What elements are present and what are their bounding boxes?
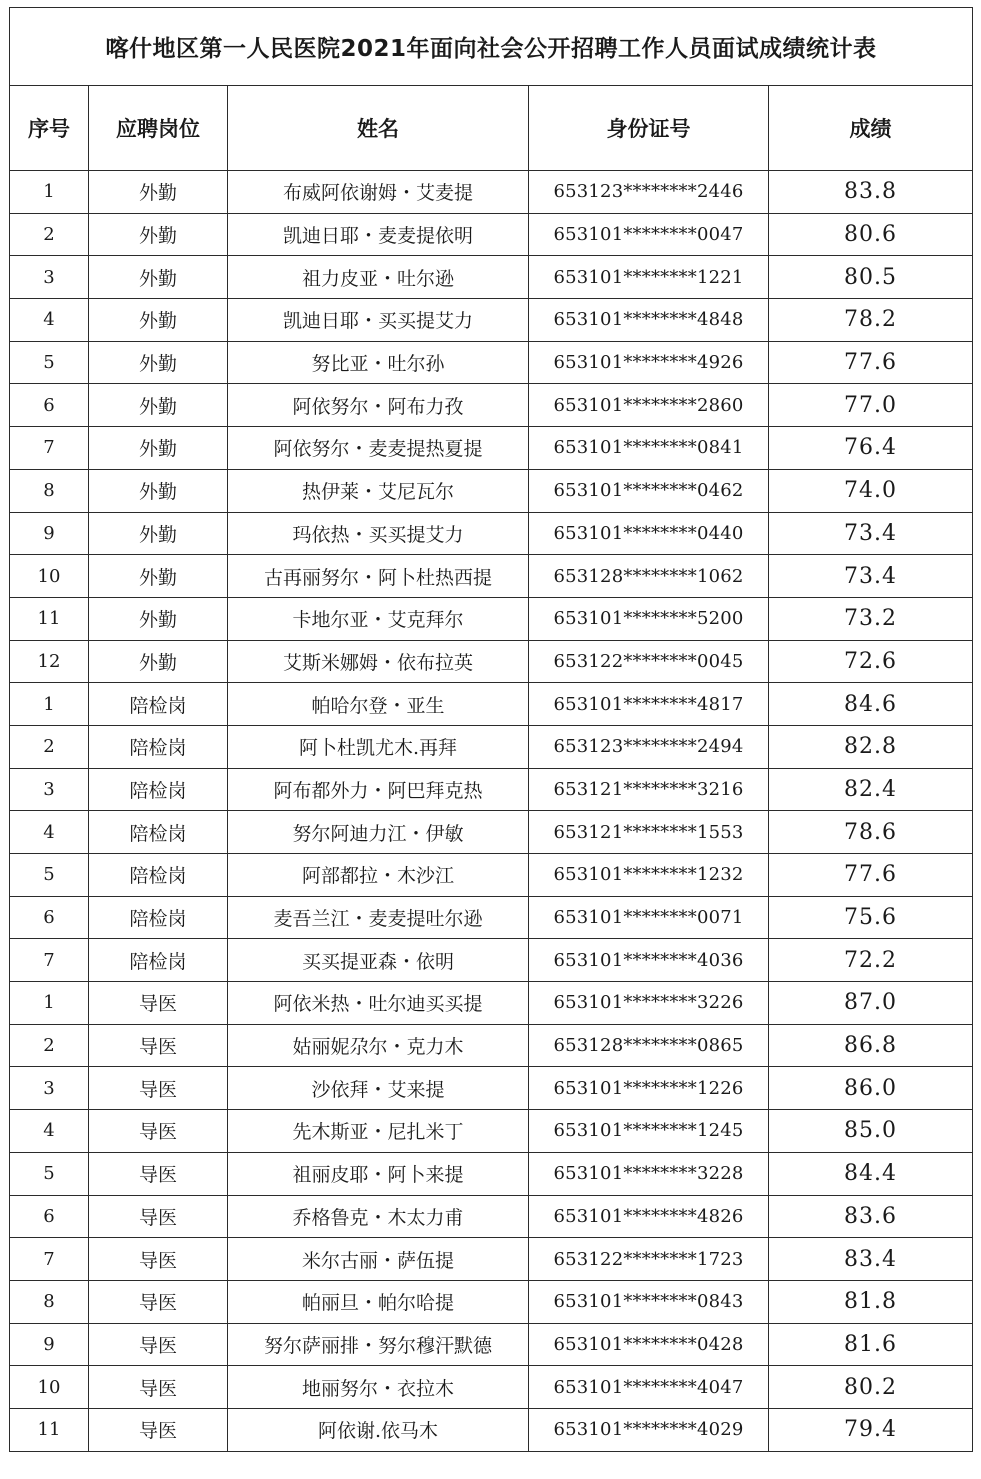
score-cell: 77.6 bbox=[769, 854, 973, 897]
seq-cell: 6 bbox=[10, 896, 89, 939]
name-cell: 买买提亚森・依明 bbox=[228, 939, 529, 982]
table-row bbox=[10, 640, 973, 683]
table-row bbox=[10, 341, 973, 384]
position-cell: 导医 bbox=[89, 1024, 228, 1067]
score-cell: 77.0 bbox=[769, 384, 973, 427]
score-cell: 76.4 bbox=[769, 427, 973, 470]
table-row bbox=[10, 299, 973, 342]
position-cell: 陪检岗 bbox=[89, 939, 228, 982]
name-cell: 凯迪日耶・买买提艾力 bbox=[228, 299, 529, 342]
id-number-cell: 653101********0462 bbox=[529, 469, 769, 512]
id-number-cell: 653128********0865 bbox=[529, 1024, 769, 1067]
id-number-cell: 653121********1553 bbox=[529, 811, 769, 854]
id-number-cell: 653101********4926 bbox=[529, 341, 769, 384]
score-cell: 80.2 bbox=[769, 1366, 973, 1409]
id-number-cell: 653101********0071 bbox=[529, 896, 769, 939]
id-number-cell: 653121********3216 bbox=[529, 768, 769, 811]
id-number-cell: 653101********1226 bbox=[529, 1067, 769, 1110]
seq-cell: 11 bbox=[10, 597, 89, 640]
table-row bbox=[10, 811, 973, 854]
position-cell: 外勤 bbox=[89, 256, 228, 299]
score-cell: 87.0 bbox=[769, 982, 973, 1025]
id-number-cell: 653101********4848 bbox=[529, 299, 769, 342]
position-cell: 陪检岗 bbox=[89, 683, 228, 726]
seq-cell: 3 bbox=[10, 1067, 89, 1110]
table-row bbox=[10, 171, 973, 214]
interview-score-table bbox=[9, 7, 973, 1452]
name-cell: 卡地尔亚・艾克拜尔 bbox=[228, 597, 529, 640]
name-cell: 帕哈尔登・亚生 bbox=[228, 683, 529, 726]
name-cell: 努尔萨丽排・努尔穆汗默德 bbox=[228, 1323, 529, 1366]
id-number-cell: 653122********1723 bbox=[529, 1238, 769, 1281]
header-id-number: 身份证号 bbox=[529, 86, 769, 171]
id-number-cell: 653101********4047 bbox=[529, 1366, 769, 1409]
name-cell: 热伊莱・艾尼瓦尔 bbox=[228, 469, 529, 512]
seq-cell: 1 bbox=[10, 982, 89, 1025]
seq-cell: 5 bbox=[10, 1152, 89, 1195]
position-cell: 外勤 bbox=[89, 640, 228, 683]
id-number-cell: 653123********2494 bbox=[529, 725, 769, 768]
header-score: 成绩 bbox=[769, 86, 973, 171]
id-number-cell: 653101********4826 bbox=[529, 1195, 769, 1238]
table-row bbox=[10, 982, 973, 1025]
name-cell: 帕丽旦・帕尔哈提 bbox=[228, 1280, 529, 1323]
table-row bbox=[10, 854, 973, 897]
score-cell: 83.8 bbox=[769, 171, 973, 214]
id-number-cell: 653101********3228 bbox=[529, 1152, 769, 1195]
table-row bbox=[10, 939, 973, 982]
header-position: 应聘岗位 bbox=[89, 86, 228, 171]
seq-cell: 7 bbox=[10, 1238, 89, 1281]
position-cell: 外勤 bbox=[89, 384, 228, 427]
seq-cell: 7 bbox=[10, 939, 89, 982]
name-cell: 祖丽皮耶・阿卜来提 bbox=[228, 1152, 529, 1195]
position-cell: 外勤 bbox=[89, 341, 228, 384]
table-row bbox=[10, 1366, 973, 1409]
position-cell: 陪检岗 bbox=[89, 854, 228, 897]
position-cell: 陪检岗 bbox=[89, 811, 228, 854]
name-cell: 玛依热・买买提艾力 bbox=[228, 512, 529, 555]
seq-cell: 4 bbox=[10, 1110, 89, 1153]
id-number-cell: 653101********0841 bbox=[529, 427, 769, 470]
seq-cell: 4 bbox=[10, 811, 89, 854]
id-number-cell: 653101********3226 bbox=[529, 982, 769, 1025]
score-cell: 77.6 bbox=[769, 341, 973, 384]
name-cell: 艾斯米娜姆・依布拉英 bbox=[228, 640, 529, 683]
name-cell: 努尔阿迪力江・伊敏 bbox=[228, 811, 529, 854]
position-cell: 外勤 bbox=[89, 171, 228, 214]
seq-cell: 3 bbox=[10, 768, 89, 811]
seq-cell: 12 bbox=[10, 640, 89, 683]
position-cell: 导医 bbox=[89, 1110, 228, 1153]
table-row bbox=[10, 1067, 973, 1110]
table-row bbox=[10, 512, 973, 555]
id-number-cell: 653128********1062 bbox=[529, 555, 769, 598]
seq-cell: 7 bbox=[10, 427, 89, 470]
position-cell: 导医 bbox=[89, 1408, 228, 1451]
score-cell: 73.4 bbox=[769, 512, 973, 555]
table-row bbox=[10, 896, 973, 939]
score-cell: 78.2 bbox=[769, 299, 973, 342]
table-row bbox=[10, 555, 973, 598]
name-cell: 地丽努尔・衣拉木 bbox=[228, 1366, 529, 1409]
header-name: 姓名 bbox=[228, 86, 529, 171]
score-cell: 80.6 bbox=[769, 213, 973, 256]
table-row bbox=[10, 725, 973, 768]
score-cell: 81.6 bbox=[769, 1323, 973, 1366]
name-cell: 布威阿依谢姆・艾麦提 bbox=[228, 171, 529, 214]
score-cell: 85.0 bbox=[769, 1110, 973, 1153]
name-cell: 阿依谢.依马木 bbox=[228, 1408, 529, 1451]
seq-cell: 4 bbox=[10, 299, 89, 342]
score-cell: 86.0 bbox=[769, 1067, 973, 1110]
position-cell: 导医 bbox=[89, 1238, 228, 1281]
table-row bbox=[10, 213, 973, 256]
position-cell: 导医 bbox=[89, 1195, 228, 1238]
seq-cell: 9 bbox=[10, 512, 89, 555]
position-cell: 陪检岗 bbox=[89, 896, 228, 939]
score-cell: 81.8 bbox=[769, 1280, 973, 1323]
id-number-cell: 653101********4036 bbox=[529, 939, 769, 982]
score-cell: 79.4 bbox=[769, 1408, 973, 1451]
id-number-cell: 653123********2446 bbox=[529, 171, 769, 214]
id-number-cell: 653101********0428 bbox=[529, 1323, 769, 1366]
name-cell: 阿依努尔・阿布力孜 bbox=[228, 384, 529, 427]
score-cell: 73.2 bbox=[769, 597, 973, 640]
table-row bbox=[10, 1110, 973, 1153]
table-row bbox=[10, 683, 973, 726]
score-cell: 82.8 bbox=[769, 725, 973, 768]
score-cell: 83.4 bbox=[769, 1238, 973, 1281]
id-number-cell: 653101********5200 bbox=[529, 597, 769, 640]
table-row bbox=[10, 1024, 973, 1067]
score-cell: 83.6 bbox=[769, 1195, 973, 1238]
seq-cell: 8 bbox=[10, 1280, 89, 1323]
score-cell: 84.6 bbox=[769, 683, 973, 726]
score-cell: 75.6 bbox=[769, 896, 973, 939]
seq-cell: 10 bbox=[10, 1366, 89, 1409]
seq-cell: 9 bbox=[10, 1323, 89, 1366]
position-cell: 导医 bbox=[89, 1152, 228, 1195]
score-cell: 86.8 bbox=[769, 1024, 973, 1067]
name-cell: 阿布都外力・阿巴拜克热 bbox=[228, 768, 529, 811]
id-number-cell: 653101********1221 bbox=[529, 256, 769, 299]
seq-cell: 3 bbox=[10, 256, 89, 299]
score-cell: 84.4 bbox=[769, 1152, 973, 1195]
table-row bbox=[10, 768, 973, 811]
seq-cell: 2 bbox=[10, 1024, 89, 1067]
id-number-cell: 653101********2860 bbox=[529, 384, 769, 427]
position-cell: 外勤 bbox=[89, 299, 228, 342]
score-cell: 80.5 bbox=[769, 256, 973, 299]
seq-cell: 6 bbox=[10, 384, 89, 427]
name-cell: 乔格鲁克・木太力甫 bbox=[228, 1195, 529, 1238]
table-body bbox=[10, 171, 973, 1452]
header-row bbox=[10, 86, 973, 171]
score-cell: 72.2 bbox=[769, 939, 973, 982]
name-cell: 凯迪日耶・麦麦提依明 bbox=[228, 213, 529, 256]
table-row bbox=[10, 1323, 973, 1366]
score-cell: 78.6 bbox=[769, 811, 973, 854]
position-cell: 导医 bbox=[89, 1366, 228, 1409]
table-row bbox=[10, 597, 973, 640]
name-cell: 阿卜杜凯尤木.再拜 bbox=[228, 725, 529, 768]
table-row bbox=[10, 384, 973, 427]
seq-cell: 10 bbox=[10, 555, 89, 598]
id-number-cell: 653101********0440 bbox=[529, 512, 769, 555]
seq-cell: 8 bbox=[10, 469, 89, 512]
name-cell: 麦吾兰江・麦麦提吐尔逊 bbox=[228, 896, 529, 939]
position-cell: 陪检岗 bbox=[89, 768, 228, 811]
seq-cell: 2 bbox=[10, 213, 89, 256]
table-row bbox=[10, 1152, 973, 1195]
seq-cell: 6 bbox=[10, 1195, 89, 1238]
seq-cell: 1 bbox=[10, 171, 89, 214]
name-cell: 阿依努尔・麦麦提热夏提 bbox=[228, 427, 529, 470]
id-number-cell: 653122********0045 bbox=[529, 640, 769, 683]
score-cell: 73.4 bbox=[769, 555, 973, 598]
position-cell: 导医 bbox=[89, 982, 228, 1025]
position-cell: 外勤 bbox=[89, 427, 228, 470]
position-cell: 外勤 bbox=[89, 469, 228, 512]
name-cell: 努比亚・吐尔孙 bbox=[228, 341, 529, 384]
id-number-cell: 653101********4029 bbox=[529, 1408, 769, 1451]
id-number-cell: 653101********4817 bbox=[529, 683, 769, 726]
position-cell: 导医 bbox=[89, 1280, 228, 1323]
seq-cell: 5 bbox=[10, 341, 89, 384]
position-cell: 导医 bbox=[89, 1323, 228, 1366]
id-number-cell: 653101********0843 bbox=[529, 1280, 769, 1323]
name-cell: 先木斯亚・尼扎米丁 bbox=[228, 1110, 529, 1153]
table-title: 喀什地区第一人民医院2021年面向社会公开招聘工作人员面试成绩统计表 bbox=[10, 8, 973, 86]
name-cell: 祖力皮亚・吐尔逊 bbox=[228, 256, 529, 299]
name-cell: 沙依拜・艾来提 bbox=[228, 1067, 529, 1110]
id-number-cell: 653101********1245 bbox=[529, 1110, 769, 1153]
title-row bbox=[10, 8, 973, 86]
seq-cell: 5 bbox=[10, 854, 89, 897]
table-row bbox=[10, 1238, 973, 1281]
seq-cell: 2 bbox=[10, 725, 89, 768]
table-row bbox=[10, 1280, 973, 1323]
name-cell: 米尔古丽・萨伍提 bbox=[228, 1238, 529, 1281]
position-cell: 陪检岗 bbox=[89, 725, 228, 768]
seq-cell: 1 bbox=[10, 683, 89, 726]
score-cell: 72.6 bbox=[769, 640, 973, 683]
position-cell: 导医 bbox=[89, 1067, 228, 1110]
name-cell: 阿部都拉・木沙江 bbox=[228, 854, 529, 897]
position-cell: 外勤 bbox=[89, 512, 228, 555]
position-cell: 外勤 bbox=[89, 555, 228, 598]
name-cell: 阿依米热・吐尔迪买买提 bbox=[228, 982, 529, 1025]
score-cell: 82.4 bbox=[769, 768, 973, 811]
id-number-cell: 653101********0047 bbox=[529, 213, 769, 256]
table-row bbox=[10, 1408, 973, 1451]
position-cell: 外勤 bbox=[89, 597, 228, 640]
score-cell: 74.0 bbox=[769, 469, 973, 512]
table-row bbox=[10, 469, 973, 512]
name-cell: 古再丽努尔・阿卜杜热西提 bbox=[228, 555, 529, 598]
table-row bbox=[10, 256, 973, 299]
id-number-cell: 653101********1232 bbox=[529, 854, 769, 897]
position-cell: 外勤 bbox=[89, 213, 228, 256]
table-row bbox=[10, 1195, 973, 1238]
header-seq: 序号 bbox=[10, 86, 89, 171]
table-row bbox=[10, 427, 973, 470]
seq-cell: 11 bbox=[10, 1408, 89, 1451]
name-cell: 姑丽妮尕尔・克力木 bbox=[228, 1024, 529, 1067]
